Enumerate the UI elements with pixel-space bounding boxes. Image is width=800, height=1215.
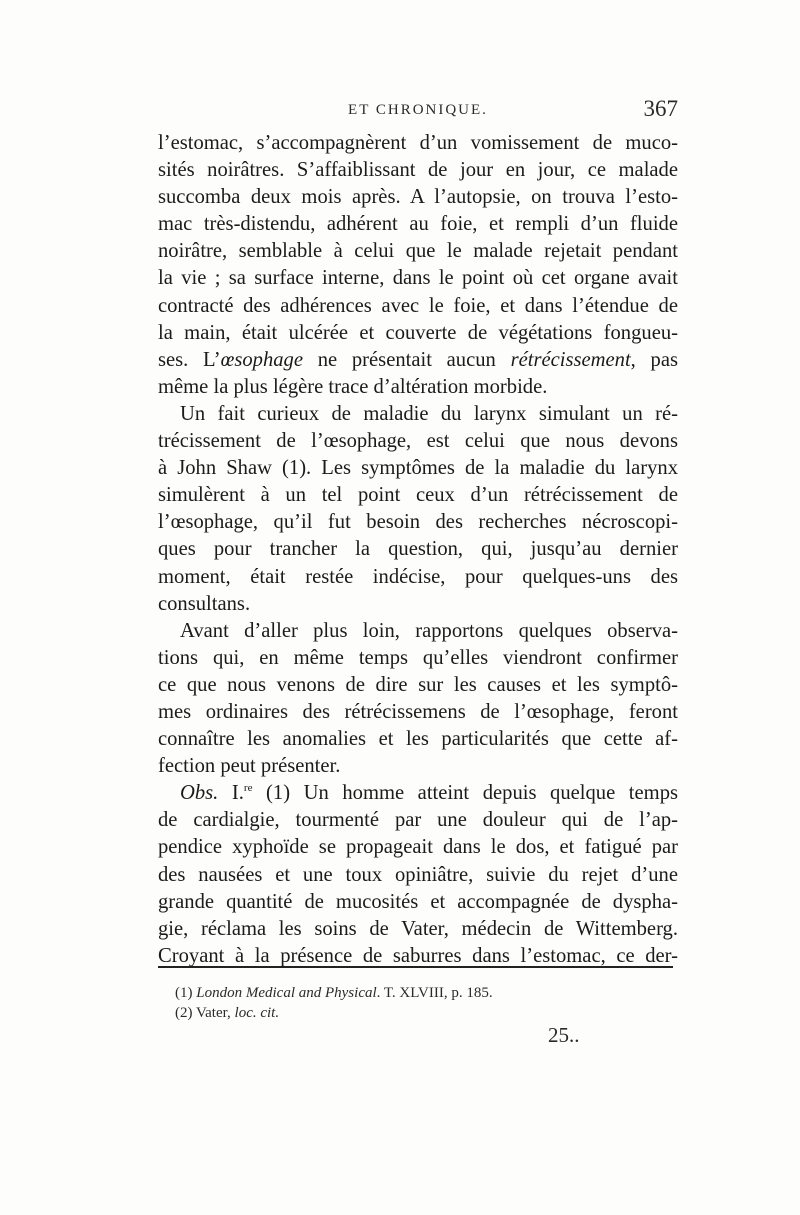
text-line: l’œsophage, qu’il fut besoin des recherches nécroscopi-	[158, 511, 678, 534]
text-line: ques pour trancher la question, qui, jusqu’au dernier	[158, 538, 678, 561]
text-line: mes ordinaires des rétrécissemens de l’œsophage, feront	[158, 700, 678, 723]
text-line	[158, 780, 678, 807]
text-line: sités noirâtres. S’affaiblissant de jour en jour, ce malade	[158, 159, 678, 182]
text-line: gie, réclama les soins de Vater, médecin de Wittemberg.	[158, 917, 678, 940]
italic-term: rétrécissement	[510, 348, 631, 371]
signature-mark: 25..	[548, 1023, 580, 1047]
text-line: à John Shaw (1). Les symptômes de la maladie du larynx	[158, 457, 678, 480]
text-line: simulèrent à un tel point ceux d’un rétrécissement de	[158, 484, 678, 507]
text-line: contracté des adhérences avec le foie, et dans l’étendue de	[158, 294, 678, 317]
text-line: fection peut présenter.	[158, 755, 341, 778]
superscript: re	[243, 782, 253, 795]
footnotes	[175, 983, 675, 1023]
text-line: succomba deux mois après. A l’autopsie, on trouva l’esto-	[158, 186, 678, 209]
running-title: ET CHRONIQUE.	[348, 102, 488, 118]
text-line	[158, 347, 678, 374]
text-line: mac très-distendu, adhérent au foie, et rempli d’un fluide	[158, 213, 678, 236]
text-line: trécissement de l’œsophage, est celui que nous devons	[158, 430, 678, 453]
text-line: Avant d’aller plus loin, rapportons quelques observa-	[180, 619, 678, 642]
text-line: ce que nous venons de dire sur les causes et les symptô-	[158, 673, 678, 696]
text-line: Un fait curieux de maladie du larynx simulant un ré-	[180, 402, 678, 425]
footnote-2	[175, 1003, 675, 1023]
text-line: consultans.	[158, 592, 251, 615]
text-line: la vie ; sa surface interne, dans le point où cet organe avait	[158, 267, 678, 290]
text-line: noirâtre, semblable à celui que le malade rejetait pendant	[158, 240, 678, 263]
text-run: , pas	[630, 348, 679, 371]
text-line: Croyant à la présence de saburres dans l’estomac, ce der-	[158, 944, 678, 967]
text-line: tions qui, en même temps qu’elles viendront confirmer	[158, 646, 678, 669]
text-line: pendice xyphoïde se propageait dans le dos, et fatigué par	[158, 836, 678, 859]
running-head	[158, 96, 678, 130]
footnote-rule	[158, 966, 673, 968]
footnote-text: . T. XLVIII, p. 185.	[376, 985, 493, 1001]
footnote-source-title: London Medical and Physical	[196, 985, 377, 1001]
body-text	[158, 130, 678, 970]
text-run: (1) Un homme atteint depuis quelque temps	[252, 782, 678, 805]
footnote-marker: (1)	[175, 985, 197, 1001]
footnote-text: (2) Vater,	[175, 1005, 235, 1021]
text-run: ses. L’	[158, 348, 221, 371]
text-line: connaître les anomalies et les particularités que cette af-	[158, 728, 678, 751]
text-line: des nausées et une toux opiniâtre, suivie du rejet d’une	[158, 863, 678, 886]
text-run: ne présentait aucun	[302, 348, 511, 371]
text-line: même la plus légère trace d’altération morbide.	[158, 375, 548, 398]
italic-term: œsophage	[220, 348, 303, 371]
text-line: la main, était ulcérée et couverte de végétations fongueu-	[158, 321, 678, 344]
italic-term: Obs.	[180, 782, 219, 805]
text-line: moment, était restée indécise, pour quelques-uns des	[158, 565, 678, 588]
text-line: de cardialgie, tourmenté par une douleur qui de l’ap-	[158, 809, 678, 832]
text-line: grande quantité de mucosités et accompagnée de dyspha-	[158, 890, 678, 913]
text-run: I.	[218, 782, 244, 805]
page-number: 367	[643, 96, 678, 121]
footnote-reference: loc. cit.	[234, 1005, 280, 1021]
footnote-1	[175, 983, 675, 1003]
text-line: l’estomac, s’accompagnèrent d’un vomissement de muco-	[158, 132, 678, 154]
